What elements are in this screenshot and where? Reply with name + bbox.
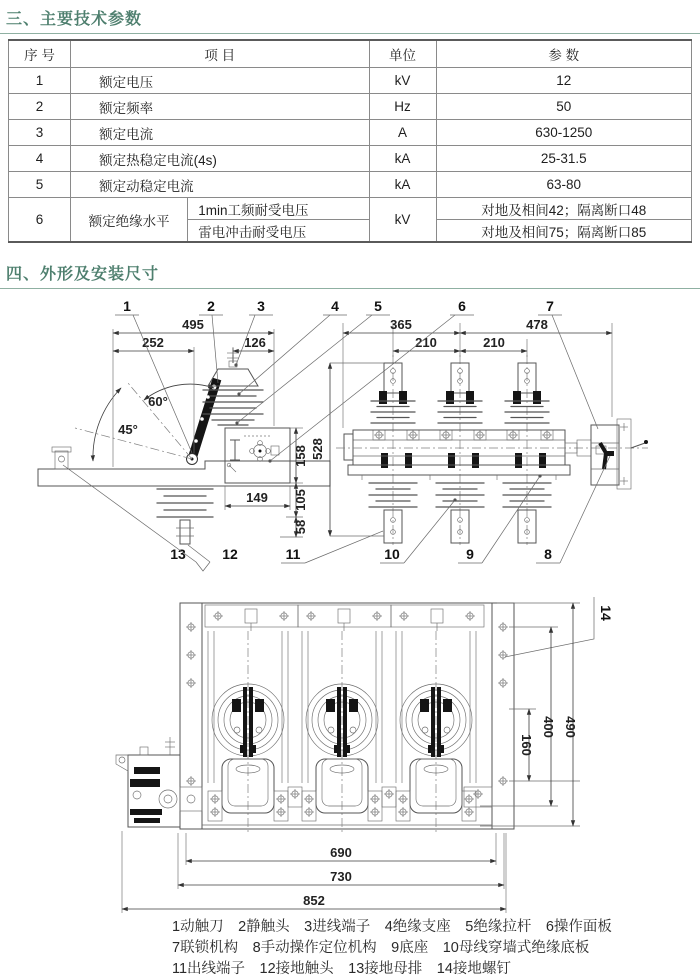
table-header-row xyxy=(9,40,692,68)
dim-852: 852 xyxy=(303,893,325,908)
callout-12: 12 xyxy=(222,546,238,562)
callout-5: 5 xyxy=(374,298,382,314)
side-view xyxy=(38,317,330,544)
callout-3: 3 xyxy=(257,298,265,314)
cell-item: 额定绝缘水平 xyxy=(71,198,188,243)
table-row xyxy=(9,94,692,120)
cell-no: 3 xyxy=(9,120,71,146)
cell-value: 对地及相间42；隔离断口48 xyxy=(436,198,691,220)
dim-105: 105 xyxy=(293,489,308,511)
table-row xyxy=(9,146,692,172)
callout-13: 13 xyxy=(170,546,186,562)
dim-126: 126 xyxy=(244,335,266,350)
dim-149: 149 xyxy=(246,490,268,505)
lower-insulator xyxy=(157,489,213,544)
dim-210-left: 210 xyxy=(415,335,437,350)
callout-11: 11 xyxy=(285,546,301,562)
cell-unit: kA xyxy=(369,172,436,198)
dim-angle-45: 45° xyxy=(118,422,138,437)
dim-angle-60: 60° xyxy=(148,394,168,409)
dim-528: 528 xyxy=(310,438,325,460)
parameters-table xyxy=(8,39,692,243)
callout-9: 9 xyxy=(466,546,474,562)
section-title: 三、主要技术参数 xyxy=(6,11,143,28)
outline-drawing-side-front xyxy=(0,293,700,587)
dim-158: 158 xyxy=(293,445,308,467)
plan-view-dimensions xyxy=(122,597,614,913)
callout-1: 1 xyxy=(123,298,131,314)
front-view xyxy=(310,317,648,545)
table-row xyxy=(9,120,692,146)
side-view-dimensions xyxy=(113,317,308,537)
cell-value: 50 xyxy=(436,94,691,120)
dim-365: 365 xyxy=(390,317,412,332)
legend-line-2: 7联锁机构 8手动操作定位机构 9底座 10母线穿墙式绝缘底板 xyxy=(172,940,590,956)
table-row xyxy=(9,68,692,94)
manual-operating-mechanism xyxy=(116,737,202,827)
callout-7: 7 xyxy=(546,298,554,314)
cell-value: 12 xyxy=(436,68,691,94)
callout-6: 6 xyxy=(458,298,466,314)
cell-item: 额定热稳定电流(4s) xyxy=(71,146,369,172)
front-view-dimensions xyxy=(310,317,612,536)
col-header-item: 项 目 xyxy=(71,40,369,68)
cell-no: 2 xyxy=(9,94,71,120)
cell-item: 额定电压 xyxy=(71,68,369,94)
cell-unit: kV xyxy=(369,68,436,94)
cell-value: 630-1250 xyxy=(436,120,691,146)
upper-insulator-column xyxy=(203,348,263,425)
cell-no: 4 xyxy=(9,146,71,172)
callout-14: 14 xyxy=(598,605,614,621)
dim-478: 478 xyxy=(526,317,548,332)
callout-10: 10 xyxy=(384,546,400,562)
legend-line-1: 1动触刀 2静触头 3进线端子 4绝缘支座 5绝缘拉杆 6操作面板 xyxy=(172,919,612,935)
dim-730: 730 xyxy=(330,869,352,884)
col-header-value: 参 数 xyxy=(436,40,691,68)
callout-8: 8 xyxy=(544,546,552,562)
cell-unit: kA xyxy=(369,146,436,172)
grounding-busbar xyxy=(52,447,71,469)
cell-no: 6 xyxy=(9,198,71,243)
cell-unit: kV xyxy=(369,198,436,243)
interlock-mechanism xyxy=(565,419,648,489)
col-header-no: 序 号 xyxy=(9,40,71,68)
section-heading-main-parameters xyxy=(0,2,700,34)
dim-252: 252 xyxy=(142,335,164,350)
parts-legend xyxy=(0,913,700,980)
dim-400: 400 xyxy=(541,716,556,738)
cell-value: 对地及相间75；隔离断口85 xyxy=(436,220,691,243)
callout-2: 2 xyxy=(207,298,215,314)
installation-plan-view xyxy=(0,587,700,913)
table-row xyxy=(9,198,692,220)
dim-495: 495 xyxy=(182,317,204,332)
cell-unit: Hz xyxy=(369,94,436,120)
cell-unit: A xyxy=(369,120,436,146)
table-row xyxy=(9,172,692,198)
dim-160: 160 xyxy=(519,734,534,756)
cell-value: 63-80 xyxy=(436,172,691,198)
section-heading-dimensions xyxy=(0,257,700,289)
dim-58: 58 xyxy=(293,519,308,535)
col-header-unit: 单位 xyxy=(369,40,436,68)
cell-item: 额定频率 xyxy=(71,94,369,120)
cell-value: 25-31.5 xyxy=(436,146,691,172)
cell-no: 5 xyxy=(9,172,71,198)
cell-subitem: 雷电冲击耐受电压 xyxy=(188,220,369,243)
legend-line-3: 11出线端子 12接地触头 13接地母排 14接地螺钉 xyxy=(172,961,511,977)
cell-item: 额定动稳定电流 xyxy=(71,172,369,198)
cell-subitem: 1min工频耐受电压 xyxy=(188,198,369,220)
operation-panel-box xyxy=(225,428,290,483)
dim-690: 690 xyxy=(330,845,352,860)
cell-no: 1 xyxy=(9,68,71,94)
section-title: 四、外形及安装尺寸 xyxy=(6,266,160,283)
callout-4: 4 xyxy=(331,298,339,314)
cell-item: 额定电流 xyxy=(71,120,369,146)
dim-490: 490 xyxy=(563,716,578,738)
base-plate xyxy=(38,461,330,486)
dim-210-right: 210 xyxy=(483,335,505,350)
